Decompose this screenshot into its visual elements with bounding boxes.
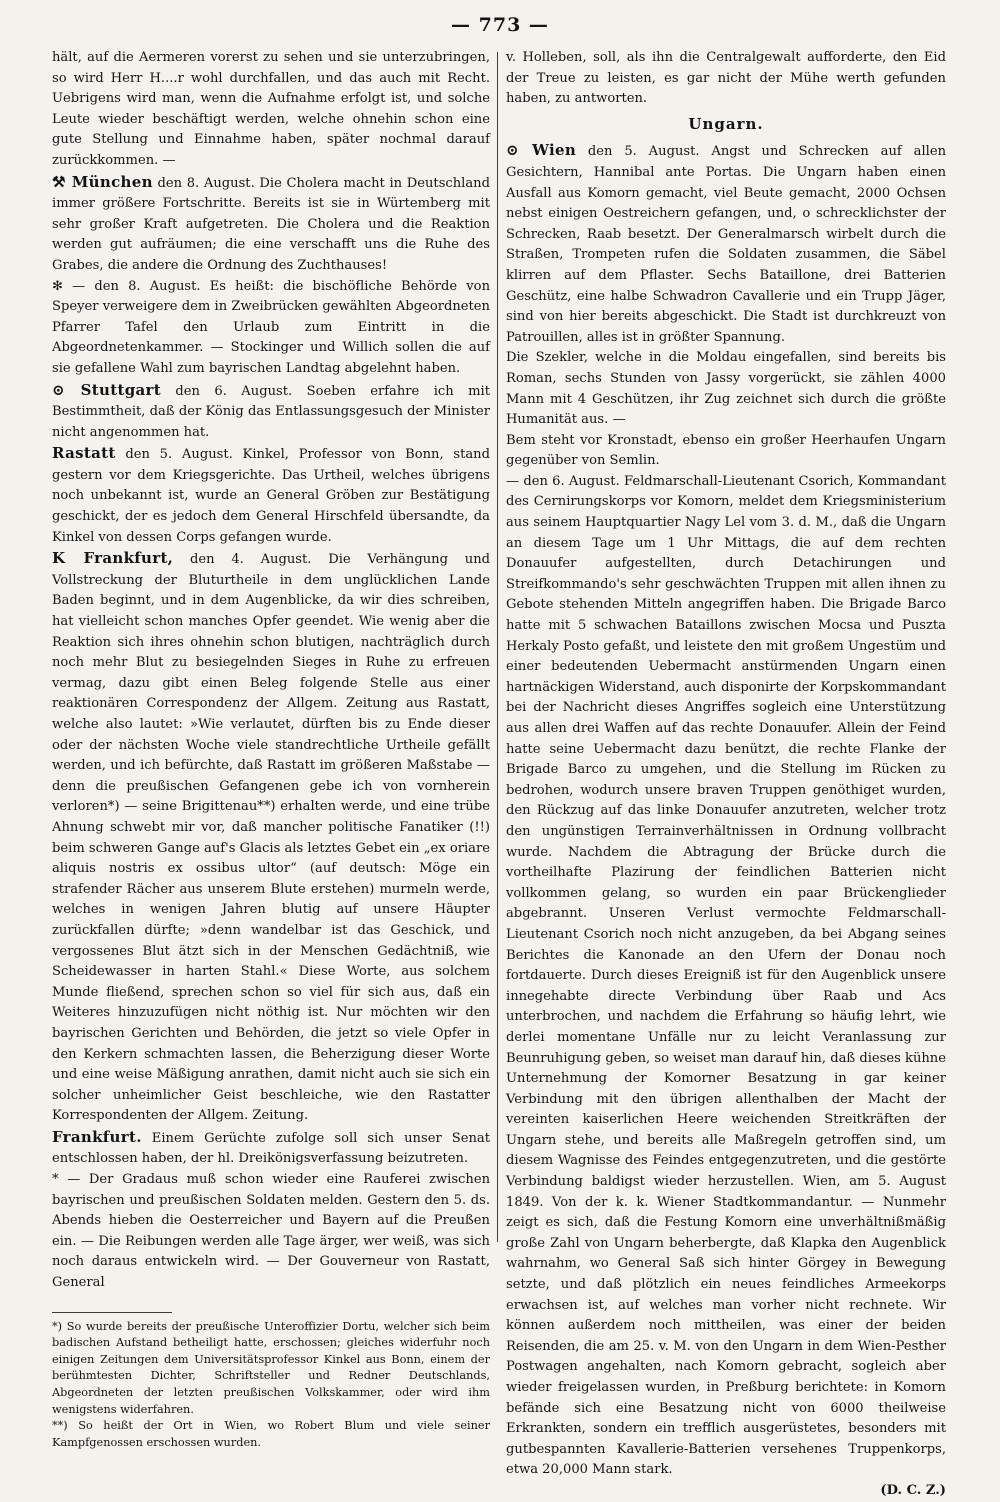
paragraph-text: den 5. August. Kinkel, Professor von Bonn, stand gestern vor dem Kriegsgerichte. Das Urtheil, welches übrigens noch unbekannt ist, wurde an General Gröben zur Bestätigung geschickt, der es jedoch dem General Hirschfeld übersandte, da Kinkel von dessen Corps gefangen wurde. [52,447,490,545]
article-rastatt [52,443,490,548]
footnote: **) So heißt der Ort in Wien, wo Robert Blum und viele seiner Kampfgenossen erschossen wurden. [52,1419,490,1449]
article-paragraph [506,48,946,110]
article-paragraph [52,1170,490,1294]
article-paragraph [506,431,946,472]
article-paragraph [52,48,490,172]
article-paragraph [52,277,490,380]
article-vienna [506,140,946,348]
article-munich [52,172,490,277]
article-paragraph [506,348,946,430]
paragraph-text: den 6. August. Soeben erfahre ich mit Bestimmtheit, daß der König das Entlassungsgesuch der Minister nicht angenommen hat. [52,383,491,440]
paragraph-text: Einem Gerüchte zufolge soll sich unser Senat entschlossen haben, der hl. Dreikönigsverfassung beizutreten. [52,1130,490,1167]
article-frankfurt [52,1127,490,1170]
right-column [506,48,946,1498]
dateline: ⚒ München [52,172,153,191]
page-number: — 773 — [451,14,549,36]
dateline: ⊙ Stuttgart [52,380,161,399]
paragraph-text: Bem steht vor Kronstadt, ebenso ein großer Heerhaufen Ungarn gegenüber von Semlin. [506,432,946,469]
article-frankfurt-k [52,548,490,1127]
left-column [52,48,491,1449]
paragraph-text: — den 6. August. Feldmarschall-Lieutenant Csorich, Kommandant des Cernirungskorps vor Komorn, meldet dem Kriegsministerium aus seinem Hauptquartier Nagy Lel vom 3. d. M., daß die Ungarn an diesem Tage um 1 Uhr Mittags, die auf dem rechten Donauufer aufgestellten, durch Detachirungen und Streifkommando's sehr geschwächten Truppen mit allen ihnen zu Gebote stehenden Mitteln angegriffen haben. Die Brigade Barco hatte mit 5 schwachen Bataillons zwischen Mocsa und Puszta Herkaly Posto gefaßt, und leistete den mit großem Ungestüm und einer bedeutenden Uebermacht anstürmenden Ungarn einen hartnäckigen Widerstand, auch disponirte der Korpskommandant bei der Nachricht dieses Angriffes sogleich eine Unterstützung aus allen drei Waffen auf das rechte Donauufer. Allein der Feind hatte seine Uebermacht dazu benützt, die rechte Flanke der Brigade Barco zu umgehen, und die Stellung im Rücken zu bedrohen, wodurch unsere braven Truppen genöthiget wurden, den Rückzug auf das linke Donauufer anzutreten, welcher trotz den ungünstigen Terrainverhältnissen in Ordnung vollbracht wurde. Nachdem die Abtragung der Brücke durch die vortheilhafte Plazirung der feindlichen Batterien nicht vollkommen gelang, so wurden ein paar Brückenglieder abgebrannt. Unseren Verlust vermochte Feldmarschall-Lieutenant Csorich noch nicht anzugeben, da bei Abgang seines Berichtes die Kanonade an den Ufern der Donau noch fortdauerte. Durch dieses Ereigniß ist für den Augenblick unsere innegehabte directe Verbindung über Raab und Acs unterbrochen, und nachdem die Erfahrung so häufig lehrt, wie derlei momentane Unfälle nur zu leicht Veranlassung zur Beunruhigung geben, so weiset man darauf hin, daß dieses kühne Unternehmung der Komorner Besatzung in gar keiner Verbindung mit den übrigen allenthalben der Macht der vereinten kaiserlichen Heere weichenden Streitkräften der Ungarn stehe, und bereits alle Maßregeln getroffen sind, um diesem Wagnisse des Feindes entgegenzutreten, und die gestörte Verbindung baldigst wieder herzustellen. Wien, am 5. August 1849. Von der k. k. Wiener Stadtkommandantur. — Nunmehr zeigt es sich, daß die Festung Komorn eine unverhältnißmäßig große Zahl von Ungarn beherbergte, daß Klapka den Augenblick wahrnahm, wo General Saß sich hinter Görgey in Bewegung setzte, und daß plötzlich ein neues feindliches Armeekorps erwachsen ist, auf welches man vorher nicht rechnete. Wir können außerdem noch mittheilen, was einer der beiden Reisenden, die am 25. v. M. von den Ungarn in dem Wien-Pesther Postwagen angehalten, nach Komorn gebracht, sogleich aber wieder freigelassen wurden, in Preßburg berichtete: in Komorn befände sich eine Besatzung nicht von 6000 theilweise Erkrankten, sondern ein trefflich ausgerüstetes, besonders mit gutbespannten Kavallerie-Batterien versehenes Truppenkorps, etwa 20,000 Mann stark. [506,473,946,1478]
paragraph-text: ✻ — den 8. August. Es heißt: die bischöfliche Behörde von Speyer verweigere dem in Zweibrücken gewählten Abgeordneten Pfarrer Tafel den Urlaub zum Eintritt in die Abgeordnetenkammer. — Stockinger und Willich sollen die auf sie gefallene Wahl zum bayrischen Landtag abgelehnt haben. [52,278,490,376]
dateline: ⊙ Wien [506,141,577,160]
dateline: Frankfurt. [52,1127,142,1146]
footnote: *) So wurde bereits der preußische Unteroffizier Dortu, welcher sich beim badischen Aufstand betheiligt hatte, erschossen; gleiches widerfuhr noch einigen Zeitungen dem Universitätsprofessor Kinkel aus Bonn, einem der berühmtesten Dichter, Schriftsteller und Redner Deutschlands, Abgeordneten der letzten preußischen Volkskammer, oder wird ihm wenigstens widerfahren. [52,1319,490,1416]
dateline: Rastatt [52,444,116,463]
paragraph-text: den 4. August. Die Verhängung und Vollstreckung der Bluturtheile in dem unglücklichen Lande Baden beginnt, und in dem Augenblicke, da wir dies schreiben, hat vielleicht schon manches Opfer geendet. Wie wenig aber die Reaktion sich ihres ohnehin schon blutigen, nachträglich durch noch mehr Blut zu besiegelnden Sieges in Ruhe zu erfreuen vermag, dazu gibt einen Beleg folgende Stelle aus einer reaktionären Correspondenz der Allgem. Zeitung aus Rastatt, welche also lautet: »Wie verlautet, dürften bis zu Ende dieser oder der nächsten Woche viele standrechtliche Urtheile gefällt werden, und ich befürchte, daß Rastatt im größeren Maßstabe — denn die preußischen Gefangenen gebe ich von vornherein verloren*) — seine Brigittenau**) erhalten werde, und eine trübe Ahnung schwebt mir vor, daß mancher politische Fanatiker (!!) beim schweren Gange auf's Glacis als letztes Gebet ein „ex oriare aliquis nostris ex ossibus ultor“ (auf deutsch: Möge ein strafender Rächer aus unserem Blute erstehen) murmeln werde, welches in wenigen Jahren blutig auf unsere Häupter zurückfallen dürfte; »denn wandelbar ist das Geschick, und vergossenes Blut ätzt sich in der Menschen Gedächtniß, wie Scheidewasser in harten Stahl.« Diese Worte, aus solchem Munde fließend, sprechen schon so viel für sich aus, daß ein Weiteres hinzuzufügen nicht nöthig ist. Nur möchten wir den bayrischen Gerichten und Behörden, die jetzt so viele Opfer in den Kerkern schmachten lassen, die Beherzigung dieser Worte und eine weise Mäßigung anrathen, damit nicht auch sie sich ein solcher unheimlicher Geist beschleiche, wie den Rastatter Korrespondenten der Allgem. Zeitung. [52,552,491,1124]
paragraph-text: * — Der Gradaus muß schon wieder eine Rauferei zwischen bayrischen und preußischen Soldaten melden. Gestern den 5. ds. Abends hieben die Oesterreicher und Bayern auf die Preußen ein. — Die Reibungen werden alle Tage ärger, wer weiß, was sich noch daraus entwickeln wird. — Der Gouverneur von Rastatt, General [52,1172,490,1291]
paragraph-text: den 8. August. Die Cholera macht in Deutschland immer größere Fortschritte. Bereits ist sie in Würtemberg mit sehr großer Kraft aufgetreten. Die Cholera und die Reaktion werden gut aufräumen; die eine verschafft uns die Ruhe des Grabes, die andere die Ordnung des Zuchthauses! [52,175,490,273]
paragraph-text: Die Szekler, welche in die Moldau eingefallen, sind bereits bis Roman, sechs Stunden von Jassy vorgerückt, sie zählen 4000 Mann mit 4 Geschützen, ihr Zug zeichnet sich durch die größte Humanität aus. — [506,350,946,428]
section-heading: Ungarn. [688,114,764,133]
source-signature: (D. C. Z.) [880,1482,946,1498]
dateline: K Frankfurt, [52,549,174,568]
paragraph-text: hält, auf die Aermeren vorerst zu sehen und sie unterzubringen, so wird Herr H....r wohl durchfallen, und das auch mit Recht. Uebrigens wird man, wenn die Aufnahme erfolgt ist, und solche Leute wieder beschäftigt werden, welche ohnehin schon eine gute Stellung und Einnahme haben, später nochmal darauf zurückkommen. — [52,50,490,168]
paragraph-text: v. Holleben, soll, als ihn die Centralgewalt aufforderte, den Eid der Treue zu leisten, es gar nicht der Mühe werth gefunden haben, zu antworten. [506,50,946,107]
paragraph-text: den 5. August. Angst und Schrecken auf allen Gesichtern, Hannibal ante Portas. Die Ungarn haben einen Ausfall aus Komorn gemacht, viel Beute gemacht, 2000 Ochsen nebst einigen Oestreichern gefangen, und, o schrecklichster der Schrecken, Raab besetzt. Der Generalmarsch wirbelt durch die Straßen, Trompeten rufen die Soldaten zusammen, die Säbel klirren auf dem Pflaster. Sechs Bataillone, drei Batterien Geschütz, eine halbe Schwadron Cavallerie und ein Trupp Jäger, sind von hier bereits abgeschickt. Die Stadt ist durchkreuzt von Patrouillen, alles ist in größter Spannung. [506,144,946,345]
article-paragraph [506,472,946,1481]
footnote-divider [52,1312,172,1313]
column-divider [497,52,498,1242]
article-stuttgart [52,380,490,444]
